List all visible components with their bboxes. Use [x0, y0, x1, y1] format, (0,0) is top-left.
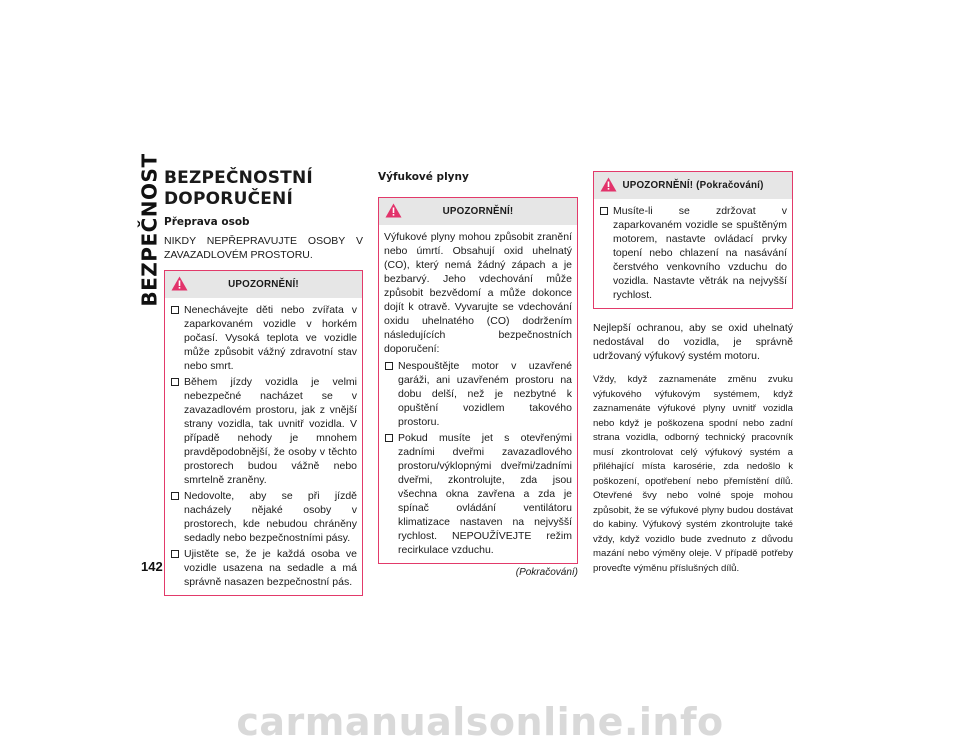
continued-note: (Pokračování)	[515, 567, 578, 578]
warning-body	[165, 298, 362, 595]
checkbox-bullet-icon	[171, 378, 179, 386]
warning-box	[378, 197, 578, 564]
checkbox-bullet-icon	[171, 492, 179, 500]
subsection-title: Přeprava osob	[164, 216, 250, 228]
column-2	[378, 168, 578, 578]
warning-body	[379, 225, 577, 563]
warning-box	[164, 270, 363, 596]
body-paragraph: Vždy, když zaznamenáte změnu zvuku výfukového výfukovým systémem, když zaznamenáte výfukové plyny uvnitř vozidla nebo když je poškozena spodní nebo zadní strana vozidla, odborný technický pracovník musí zkontrolovat celý výfukový systém a přiléhající místa karosérie, zda nedošlo k poškození, opotřebení nebo přemístění dílů. Otevřené švy nebo volné spoje mohou způsobit, že se výfukové plyny budou dostávat do kabiny. Výfukový systém zkontrolujte také vždy, když vozidlo bude zvednuto z důvodu mazání nebo výměny oleje. V případě potřeby proveďte výměnu příslušných dílů.	[593, 374, 793, 574]
page-number: 142	[141, 559, 163, 574]
warning-list-item: Nedovolte, aby se při jízdě nacházely nějaké osoby v prostorech, kde nebudou chráněny sedadly nebo bezpečnostními pásy.	[170, 489, 357, 545]
column-1	[164, 168, 363, 596]
warning-heading: UPOZORNĚNÍ! (Pokračování)	[622, 180, 764, 191]
checkbox-bullet-icon	[385, 434, 393, 442]
section-side-tab	[137, 153, 163, 307]
warning-body	[594, 199, 792, 308]
watermark-text: carmanualsonline.info	[236, 700, 724, 744]
warning-triangle-icon	[171, 276, 188, 291]
warning-list-item: Musíte-li se zdržovat v zaparkovaném vozidle se spuštěným motorem, nastavte ovládací prvky topení nebo chlazení na nasávání čerstvého venkovního vzduchu do vozidla. Nastavte větrák na nejvyšší rychlost.	[599, 204, 787, 302]
checkbox-bullet-icon	[600, 207, 608, 215]
warning-list-item: Během jízdy vozidla je velmi nebezpečné nacházet se v zavazadlovém prostoru, jak z vnější strany vozidla, tak uvnitř vozidla. V případě nehody je mnohem pravděpodobnější, že osoby v těchto prostorech budou vážně nebo smrtelně zraněny.	[170, 375, 357, 487]
body-paragraph: Nejlepší ochranou, aby se oxid uhelnatý nedostával do vozidla, je správně udržovaný výfukový systém motoru.	[593, 322, 793, 362]
checkbox-bullet-icon	[385, 362, 393, 370]
warning-list-item: Ujistěte se, že je každá osoba ve vozidle usazena na sedadle a má správně nasazen bezpečnostní pás.	[170, 547, 357, 589]
warning-heading: UPOZORNĚNÍ!	[228, 279, 299, 290]
intro-paragraph: NIKDY NEPŘEPRAVUJTE OSOBY V ZAVAZADLOVÉM PROSTORU.	[164, 235, 363, 261]
column-3	[593, 168, 793, 576]
checkbox-bullet-icon	[171, 550, 179, 558]
warning-header	[379, 198, 577, 225]
warning-heading: UPOZORNĚNÍ!	[442, 206, 514, 217]
checkbox-bullet-icon	[171, 306, 179, 314]
warning-triangle-icon	[600, 177, 617, 192]
warning-list-item: Nespouštějte motor v uzavřené garáži, ani uzavřeném prostoru na dobu delší, než je nezbytné k opuštění vozidlem takového prostoru.	[384, 359, 572, 429]
subsection-title: Výfukové plyny	[378, 171, 469, 183]
warning-list-item: Nenechávejte děti nebo zvířata v zaparkovaném vozidle v horkém počasí. Vysoká teplota ve vozidle může způsobit vážný zdravotní stav nebo smrt.	[170, 303, 357, 373]
warning-header	[165, 271, 362, 298]
warning-text: Výfukové plyny mohou způsobit zranění nebo úmrtí. Obsahují oxid uhelnatý (CO), který nemá žádný zápach a je bezbarvý. Jeho vdechování může způsobit bezvědomí a může dokonce dojít k otravě. Vyvarujte se vdechování oxidu uhelnatého (CO) dodržením následujících bezpečnostních doporučení:	[384, 231, 572, 355]
warning-box	[593, 171, 793, 309]
side-tab-label: BEZPEČNOST	[138, 153, 163, 307]
warning-list-item: Pokud musíte jet s otevřenými zadními dveřmi zavazadlového prostoru/výklopnými dveřmi/zadními dveřmi, zkontrolujte, zda jsou všechna okna zavřena a zda je spínač ovládání ventilátoru klimatizace nastaven na nejvyšší rychlost. NEPOUŽÍVEJTE režim recirkulace vzduchu.	[384, 431, 572, 557]
warning-triangle-icon	[385, 203, 402, 218]
warning-header	[594, 172, 792, 199]
section-title: BEZPEČNOSTNÍ DOPORUČENÍ	[164, 168, 313, 209]
